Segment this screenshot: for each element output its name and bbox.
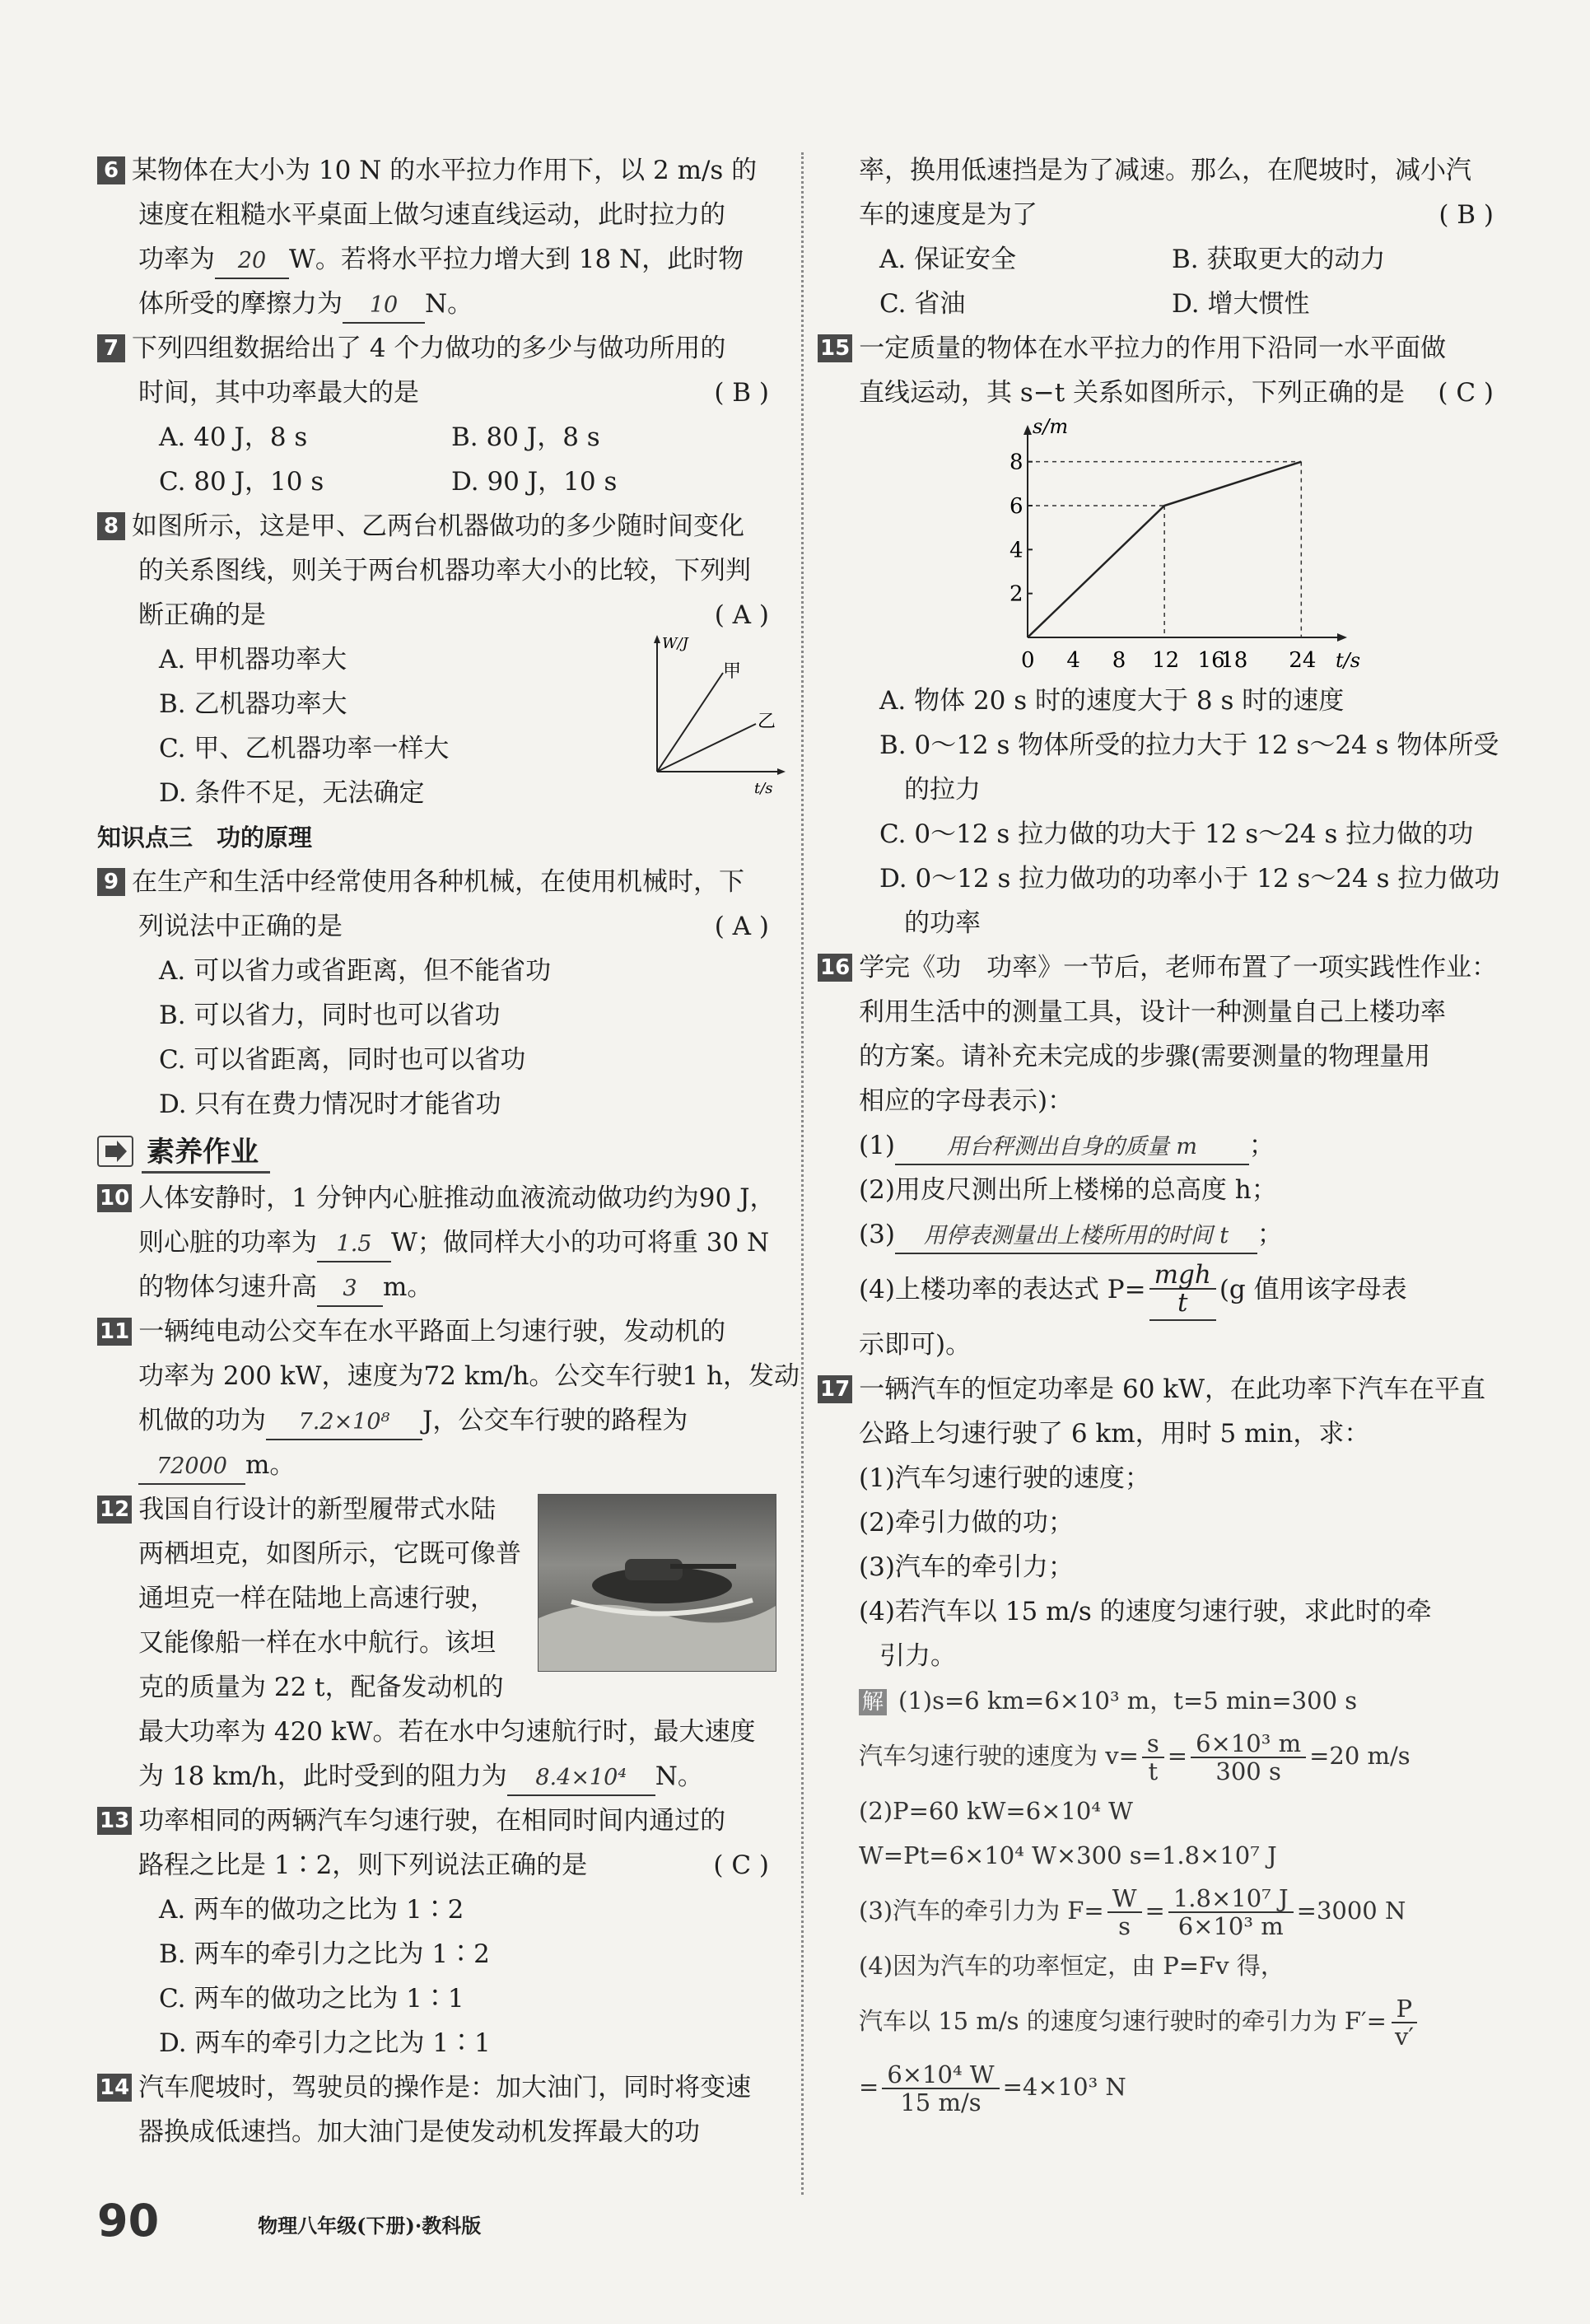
- x-tick-label: 18: [1220, 648, 1248, 673]
- option-c: C. 可以省距离，同时也可以省功: [159, 1045, 526, 1075]
- y-tick-label: 4: [1009, 538, 1023, 563]
- option-a: A. 甲机器功率大: [159, 645, 347, 674]
- question-7: 7 下列四组数据给出了 4 个力做功的多少与做功所用的 时间，其中功率最大的是 ( B ) A. 40 J，8 s B. 80 J，8 s C. 80 J，10 s D. 90 J，10 s: [97, 326, 781, 504]
- question-8: 8 如图所示，这是甲、乙两台机器做功的多少随时间变化 的关系图线，则关于两台机器功率大小的比较，下列判 断正确的是 ( A ) A. 甲机器功率大 B. 乙机器功率大 C. 甲、乙机器功率一样大 D. 条件不足，无法确定 W/J t/s 甲 乙: [97, 504, 781, 815]
- option-b: B. 两车的牵引力之比为 1∶2: [159, 1939, 490, 1969]
- question-9: 9 在生产和生活中经常使用各种机械，在使用机械时，下 列说法中正确的是 ( A ) A. 可以省力或省距离，但不能省功 B. 可以省力，同时也可以省功 C. 可以省距离，同时也可以省功 D. 只有在费力情况时才能省功: [97, 860, 781, 1127]
- y-axis-label: W/J: [662, 635, 688, 652]
- line-yi: [657, 724, 756, 772]
- label-jia: 甲: [723, 661, 742, 682]
- option-a: A. 40 J，8 s: [159, 422, 308, 452]
- x-tick-label: 16: [1197, 648, 1225, 673]
- option-d: D. 条件不足，无法确定: [159, 778, 425, 808]
- option-b: B. 80 J，8 s: [451, 422, 600, 452]
- answer-blank: 用台秤测出自身的质量 m: [895, 1131, 1249, 1165]
- question-15: 15 一定质量的物体在水平拉力的作用下沿同一水平面做 直线运动，其 s−t 关系如图所示，下列正确的是 ( C ) s/m t/s 2 4 6 8 0 4 8 12 16 18 24 A. 物体 20 s 时的速度大于 8 s 时的速度 B. 0～12 s 物体所受的拉力大于 12 s～24 s 物体所受 的拉力 C. 0～12 s 拉力做的功大于 12 s～24 s 拉力做的功 D. 0～12 s 拉力做功的功率小于 12 s～24 s 拉力做功 的功率: [818, 326, 1505, 945]
- right-column: [818, 148, 1505, 2120]
- column-divider: [801, 152, 804, 2195]
- answer-blank: 1.5: [317, 1228, 391, 1262]
- option-c: C. 两车的做功之比为 1∶1: [159, 1984, 464, 2014]
- answer-fraction: $\frac{\text{mgh}}{t}$: [1149, 1262, 1216, 1321]
- y-axis-label: s/m: [1033, 415, 1069, 438]
- question-6: 6 某物体在大小为 10 N 的水平拉力作用下，以 2 m/s 的 速度在粗糙水平桌面上做匀速直线运动，此时拉力的 功率为 20 W。若将水平拉力增大到 18 N，此时物 体所受的摩擦力为 10 N。: [97, 148, 781, 326]
- question-11: 11 一辆纯电动公交车在水平路面上匀速行驶，发动机的 功率为 200 kW，速度为72 km/h。公交车行驶1 h，发动 机做的功为 7.2×10⁸ J，公交车行驶的路程为 72000 m。: [97, 1309, 781, 1487]
- answer-choice: ( A ): [714, 912, 769, 941]
- option-c: C. 甲、乙机器功率一样大: [159, 734, 450, 763]
- option-b: B. 乙机器功率大: [159, 689, 347, 719]
- option-a: A. 可以省力或省距离，但不能省功: [159, 956, 552, 986]
- answer-choice: ( C ): [1438, 378, 1494, 408]
- x-axis-arrow: [1337, 633, 1347, 642]
- answer-choice: ( A ): [714, 600, 769, 630]
- arrow-icon: [97, 1136, 133, 1167]
- work-time-graph: [641, 632, 789, 796]
- answer-blank: 用停表测量出上楼所用的时间 t: [895, 1220, 1257, 1254]
- question-14-part2: 率，换用低速挡是为了减速。那么，在爬坡时，减小汽 车的速度是为了 ( B ) A. 保证安全 B. 获取更大的动力 C. 省油 D. 增大惯性: [818, 148, 1505, 326]
- option-c: C. 0～12 s 拉力做的功大于 12 s～24 s 拉力做的功: [879, 819, 1474, 849]
- answer-blank: 72000: [138, 1450, 245, 1485]
- solution: 解 (1)s=6 km=6×10³ m，t=5 min=300 s 汽车匀速行驶的速度为 v= $\frac{s}{t}$ = $\frac{\text{6×10³ m}}{300 s}$ =20 m/s (2)P=60 kW=6×10⁴ W W=Pt=6×10⁴ W×300 s=1.8×10⁷ J (3)汽车的牵引力为 F= $\frac{W}{s}$ = $\frac{\text{1.8×10⁷ J}}{\text{6×10³ m}}$ =3000 N (4)因为汽车的功率恒定，由 P=Fv 得， 汽车以 15 m/s 的速度匀速行驶时的牵引力为 F′= $\frac{P}{v'}$ = $\frac{\text{6×10⁴ W}}{15 m/s}$ =4×10³ N: [818, 1678, 1505, 2120]
- solution-tag: 解: [859, 1689, 887, 1715]
- option-b: B. 0～12 s 物体所受的拉力大于 12 s～24 s 物体所受: [879, 730, 1499, 760]
- page-number: 90: [97, 2195, 160, 2247]
- question-13: 13 功率相同的两辆汽车匀速行驶，在相同时间内通过的 路程之比是 1∶2，则下列说法正确的是 ( C ) A. 两车的做功之比为 1∶2 B. 两车的牵引力之比为 1∶2 C. 两车的做功之比为 1∶1 D. 两车的牵引力之比为 1∶1: [97, 1799, 781, 2065]
- y-tick-label: 8: [1009, 450, 1023, 475]
- answer-blank: 7.2×10⁸: [266, 1406, 422, 1440]
- option-a: A. 物体 20 s 时的速度大于 8 s 时的速度: [879, 686, 1345, 716]
- answer-blank: 20: [215, 245, 289, 279]
- line-jia: [657, 673, 723, 772]
- question-10: 10 人体安静时，1 分钟内心脏推动血液流动做功约为90 J， 则心脏的功率为 1.5 W；做同样大小的功可将重 30 N 的物体匀速升高 3 m。: [97, 1176, 781, 1309]
- option-a: A. 两车的做功之比为 1∶2: [159, 1895, 464, 1925]
- option-d: D. 只有在费力情况时才能省功: [159, 1090, 501, 1119]
- option-d: D. 90 J，10 s: [451, 467, 618, 497]
- answer-blank: 8.4×10⁴: [507, 1762, 655, 1796]
- book-title: 物理八年级(下册)·教科版: [258, 2214, 482, 2238]
- option-a: A. 保证安全: [879, 245, 1017, 274]
- option-d: D. 0～12 s 拉力做功的功率小于 12 s～24 s 拉力做功: [879, 864, 1500, 894]
- question-12: 12 我国自行设计的新型履带式水陆 两栖坦克，如图所示，它既可像普 通坦克一样在陆地上高速行驶， 又能像船一样在水中航行。该坦 克的质量为 22 t，配备发动机的 最大功率为 420 kW。若在水中匀速航行时，最大速度 为 18 km/h，此时受到的阻力为 8.4×10⁴ N。: [97, 1487, 781, 1799]
- s-t-chart: [982, 415, 1361, 679]
- answer-choice: ( B ): [714, 378, 769, 408]
- question-17: 17 一辆汽车的恒定功率是 60 kW，在此功率下汽车在平直 公路上匀速行驶了 6 km，用时 5 min，求： (1)汽车匀速行驶的速度； (2)牵引力做的功； (3)汽车的牵引力； (4)若汽车以 15 m/s 的速度匀速行驶，求此时的牵 引力。: [818, 1367, 1505, 1678]
- option-b: B. 可以省力，同时也可以省功: [159, 1001, 501, 1030]
- option-d: D. 两车的牵引力之比为 1∶1: [159, 2028, 491, 2058]
- section-banner: 素养作业: [97, 1127, 781, 1176]
- y-tick-label: 6: [1009, 494, 1023, 519]
- x-tick-label: 4: [1066, 648, 1080, 673]
- x-tick-label: 8: [1112, 648, 1126, 673]
- y-tick-label: 2: [1009, 581, 1023, 607]
- y-axis-arrow: [1023, 425, 1032, 435]
- left-column: [97, 148, 800, 2154]
- question-14-part1: 14 汽车爬坡时，驾驶员的操作是：加大油门，同时将变速 器换成低速挡。加大油门是使发动机发挥最大的功: [97, 2065, 781, 2154]
- answer-choice: ( C ): [713, 1850, 769, 1880]
- question-16: 16 学完《功 功率》一节后，老师布置了一项实践性作业： 利用生活中的测量工具，设计一种测量自己上楼功率 的方案。请补充未完成的步骤(需要测量的物理量用 相应的字母表示)： (1) 用台秤测出自身的质量 m ； (2)用皮尺测出所上楼梯的总高度 h； (3) 用停表测量出上楼所用的时间 t ； (4)上楼功率的表达式 P= $\frac{\text{mgh}}{t}$ (g 值用该字母表 示即可)。: [818, 945, 1505, 1367]
- option-c: C. 省油: [879, 289, 966, 319]
- x-tick-label: 24: [1289, 648, 1317, 673]
- answer-choice: ( B ): [1438, 200, 1494, 230]
- option-b: B. 获取更大的动力: [1172, 245, 1386, 274]
- x-axis-label: t/s: [1336, 649, 1361, 672]
- x-tick-label: 12: [1152, 648, 1180, 673]
- question-number: 6: [97, 156, 125, 184]
- option-c: C. 80 J，10 s: [159, 467, 324, 497]
- x-tick-label: 0: [1021, 648, 1035, 673]
- answer-blank: 3: [317, 1272, 383, 1307]
- page-footer: [97, 2195, 481, 2247]
- option-d: D. 增大惯性: [1172, 289, 1310, 319]
- label-yi: 乙: [758, 712, 776, 732]
- section-heading: 知识点三 功的原理: [97, 824, 313, 852]
- x-axis-label: t/s: [754, 780, 773, 796]
- answer-blank: 10: [343, 289, 425, 324]
